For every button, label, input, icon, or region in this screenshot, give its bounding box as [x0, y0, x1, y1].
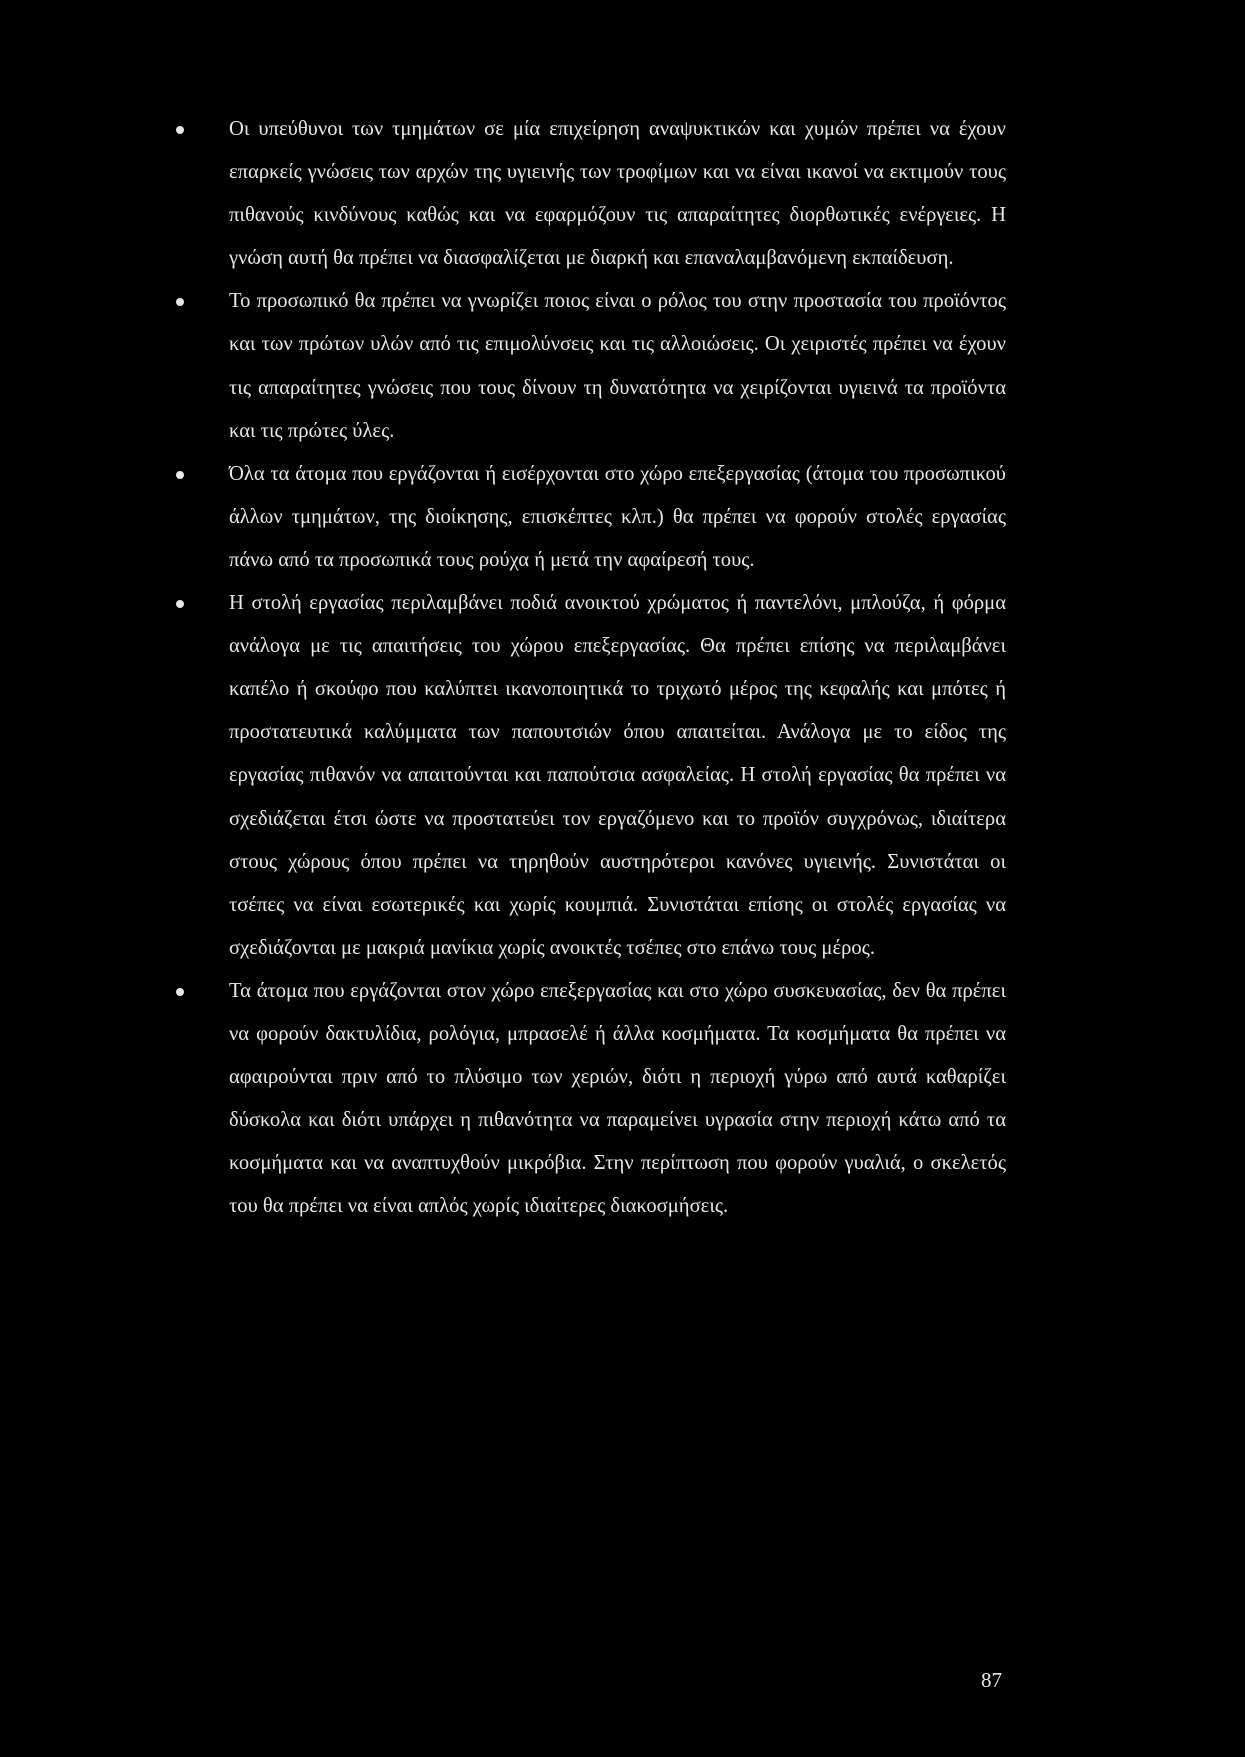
bullet-text: Οι υπεύθυνοι των τμημάτων σε μία επιχείρηση αναψυκτικών και χυμών πρέπει να έχουν επαρκείς γνώσεις των αρχών της υγιεινής των τροφίμων και να είναι ικανοί να εκτιμούν τους πιθανούς κινδύνους καθώς και να εφαρμόζουν τις απαραίτητες διορθωτικές ενέργειες. Η γνώση αυτή θα πρέπει να διασφαλίζεται με διαρκή και επαναλαμβανόμενη εκπαίδευση.	[229, 118, 1006, 270]
page-number: 87	[981, 1668, 1002, 1692]
bullet-icon	[176, 126, 184, 134]
list-item	[176, 280, 1006, 452]
bullet-list	[176, 108, 1006, 1228]
list-item	[176, 582, 1006, 970]
list-item	[176, 453, 1006, 582]
document-body	[176, 108, 1006, 1228]
list-item	[176, 108, 1006, 280]
bullet-text: Η στολή εργασίας περιλαμβάνει ποδιά ανοικτού χρώματος ή παντελόνι, μπλούζα, ή φόρμα ανάλογα με τις απαιτήσεις του χώρου επεξεργασίας. Θα πρέπει επίσης να περιλαμβάνει καπέλο ή σκούφο που καλύπτει ικανοποιητικά το τριχωτό μέρος της κεφαλής και μπότες ή προστατευτικά καλύμματα των παπουτσιών όπου απαιτείται. Ανάλογα με το είδος της εργασίας πιθανόν να απαιτούνται και παπούτσια ασφαλείας. Η στολή εργασίας θα πρέπει να σχεδιάζεται έτσι ώστε να προστατεύει τον εργαζόμενο και το προϊόν συγχρόνως, ιδιαίτερα στους χώρους όπου πρέπει να τηρηθούν αυστηρότεροι κανόνες υγιεινής. Συνιστάται οι τσέπες να είναι εσωτερικές και χωρίς κουμπιά. Συνιστάται επίσης οι στολές εργασίας να σχεδιάζονται με μακριά μανίκια χωρίς ανοικτές τσέπες στο επάνω τους μέρος.	[229, 592, 1006, 959]
bullet-text: Το προσωπικό θα πρέπει να γνωρίζει ποιος είναι ο ρόλος του στην προστασία του προϊόντος και των πρώτων υλών από τις επιμολύνσεις και τις αλλοιώσεις. Οι χειριστές πρέπει να έχουν τις απαραίτητες γνώσεις που τους δίνουν τη δυνατότητα να χειρίζονται υγιεινά τα προϊόντα και τις πρώτες ύλες.	[229, 290, 1006, 442]
bullet-icon	[176, 471, 184, 479]
list-item	[176, 970, 1006, 1229]
bullet-icon	[176, 298, 184, 306]
bullet-text: Όλα τα άτομα που εργάζονται ή εισέρχονται στο χώρο επεξεργασίας (άτομα του προσωπικού άλλων τμημάτων, της διοίκησης, επισκέπτες κλπ.) θα πρέπει να φορούν στολές εργασίας πάνω από τα προσωπικά τους ρούχα ή μετά την αφαίρεσή τους.	[229, 462, 1006, 571]
bullet-icon	[176, 600, 184, 608]
bullet-text: Τα άτομα που εργάζονται στον χώρο επεξεργασίας και στο χώρο συσκευασίας, δεν θα πρέπει να φορούν δακτυλίδια, ρολόγια, μπρασελέ ή άλλα κοσμήματα. Τα κοσμήματα θα πρέπει να αφαιρούνται πριν από το πλύσιμο των χεριών, διότι η περιοχή γύρω από αυτά καθαρίζει δύσκολα και διότι υπάρχει η πιθανότητα να παραμείνει υγρασία στην περιοχή κάτω από τα κοσμήματα και να αναπτυχθούν μικρόβια. Στην περίπτωση που φορούν γυαλιά, ο σκελετός του θα πρέπει να είναι απλός χωρίς ιδιαίτερες διακοσμήσεις.	[229, 979, 1006, 1218]
bullet-icon	[176, 988, 184, 996]
